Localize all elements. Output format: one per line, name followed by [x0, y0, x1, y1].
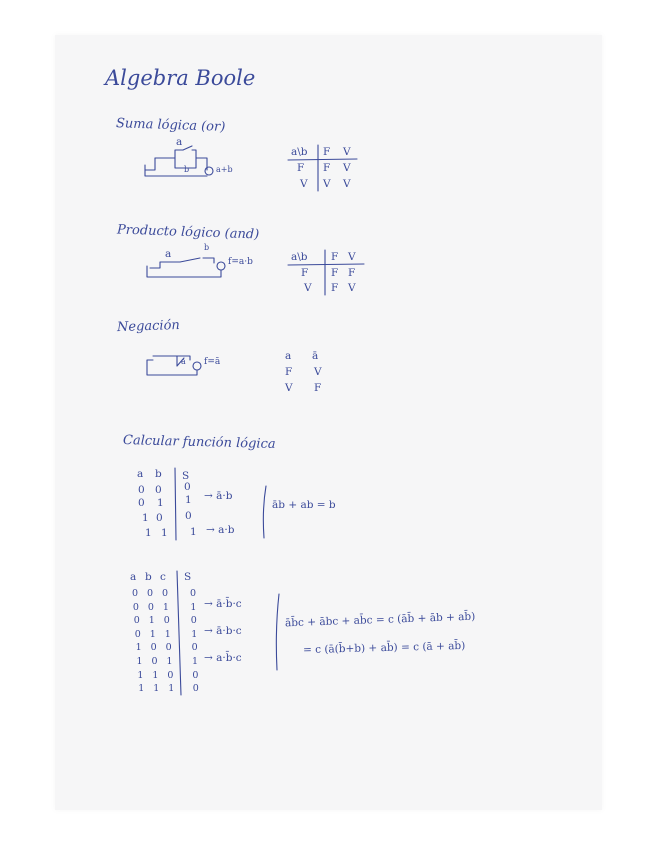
calc2-term1: → ā·b̄·c	[204, 598, 242, 610]
calc2-row4-col3: 1	[164, 628, 171, 640]
or-heading: Suma lógica (or)	[115, 116, 226, 135]
calc2-row2-col1: 0	[132, 601, 139, 613]
calc1-row4-a: 1	[145, 527, 152, 539]
not-circuit-label-a: a	[181, 357, 186, 366]
calc1-term1: → ā·b	[204, 490, 233, 502]
or-table-row2-head: V	[300, 178, 308, 190]
calc2-row7-col4: 0	[192, 669, 199, 681]
calc1-row1-a: 0	[138, 484, 145, 496]
calc-heading: Calcular función lógica	[122, 433, 276, 452]
not-heading: Negación	[116, 317, 181, 336]
calc2-row3-col3: 0	[163, 615, 170, 627]
not-table-row1-nota: V	[314, 366, 322, 378]
calc2-term3: → a·b̄·c	[204, 652, 242, 664]
calc2-row4-col1: 0	[134, 628, 141, 640]
calc2-row4-col2: 1	[149, 628, 156, 640]
calc1-header-b: b	[155, 468, 162, 480]
not-table-row1-a: F	[285, 366, 293, 378]
and-table-col-v: V	[348, 251, 356, 263]
calc2-row8-col1: 1	[138, 683, 145, 695]
calc1-row2-s: 1	[185, 494, 192, 506]
and-circuit-label-b: b	[204, 243, 210, 252]
calc2-row1-col2: 0	[147, 588, 154, 599]
calc2-row7-col1: 1	[137, 669, 144, 681]
calc1-term2: → a·b	[206, 524, 235, 536]
or-table-row1-c1: F	[323, 162, 331, 174]
calc1-row1-s: 0	[184, 481, 191, 493]
or-circuit-label-a: a	[176, 136, 183, 148]
or-table-col-f: F	[323, 146, 331, 158]
calc2-header-b: b	[145, 571, 152, 583]
calc2-row8-col2: 1	[153, 683, 160, 695]
calc2-header-c: c	[160, 571, 166, 583]
calc2-row3-col4: 0	[190, 615, 197, 627]
or-table-corner: a\b	[291, 146, 308, 158]
or-circuit-label-b: b	[184, 165, 190, 174]
calc2-row3-col1: 0	[133, 615, 140, 627]
and-table-row2-c2: V	[348, 282, 356, 294]
calc2-row1-col1: 0	[132, 588, 139, 599]
and-circuit-label-a: a	[165, 248, 172, 260]
calc2-row5-col2: 0	[150, 642, 157, 654]
calc2-header-s: S	[184, 571, 192, 583]
calc2-row3-col2: 1	[148, 615, 155, 627]
calc2-result-line1: āb̄c + ābc + ab̄c = c (āb̄ + āb + ab̄)	[284, 610, 476, 630]
or-table-col-v: V	[343, 146, 351, 158]
calc1-row2-b: 1	[157, 497, 164, 509]
calc1-header-a: a	[137, 468, 144, 480]
and-table-row1-c1: F	[331, 267, 339, 279]
page-title: Algebra Boole	[105, 66, 256, 90]
calc2-row8-col3: 1	[168, 683, 175, 695]
calc2-row2-col2: 0	[147, 601, 154, 613]
calc1-row3-s: 0	[185, 510, 192, 522]
calc2-row1-col3: 0	[162, 588, 169, 599]
calc2-row6-col3: 1	[166, 656, 173, 667]
and-heading: Producto lógico (and)	[116, 222, 260, 243]
or-table-row2-c2: V	[343, 178, 351, 190]
not-table-row2-nota: F	[314, 382, 322, 394]
not-table-row2-a: V	[285, 382, 293, 394]
calc2-row7-col3: 0	[167, 669, 174, 681]
and-table-col-f: F	[331, 251, 339, 263]
calc2-row1-col4: 0	[190, 588, 197, 599]
or-circuit-label-out: a+b	[216, 165, 233, 174]
calc1-row1-b: 0	[155, 484, 162, 496]
calc2-row5-col1: 1	[135, 642, 142, 654]
calc2-row8-col4: 0	[192, 683, 199, 695]
calc2-row6-col1: 1	[136, 656, 143, 667]
calc2-row2-col3: 1	[162, 601, 169, 613]
not-table-col-nota: ā	[312, 350, 319, 362]
calc1-row4-b: 1	[161, 527, 168, 539]
calc1-row3-b: 0	[156, 512, 163, 524]
calc2-row5-col4: 0	[191, 642, 198, 654]
calc1-header-s: S	[182, 470, 190, 482]
calc1-row4-s: 1	[190, 526, 197, 538]
or-table-row2-c1: V	[323, 178, 331, 190]
calc1-row3-a: 1	[142, 512, 149, 524]
or-table-row1-head: F	[297, 162, 305, 174]
not-table-col-a: a	[285, 350, 292, 362]
calc2-result-line2: = c (ā(b̄+b) + ab̄) = c (ā + ab̄)	[302, 639, 466, 657]
and-table-row2-c1: F	[331, 282, 339, 294]
calc2-row5-col3: 0	[165, 642, 172, 654]
calc2-row7-col2: 1	[152, 669, 159, 681]
calc2-row4-col4: 1	[191, 628, 198, 640]
calc2-term2: → ā·b·c	[204, 625, 242, 637]
calc1-row2-a: 0	[138, 497, 145, 509]
calc1-result: āb + ab = b	[272, 499, 336, 511]
and-table-row1-c2: F	[348, 267, 356, 279]
and-circuit-label-out: f=a·b	[228, 257, 253, 267]
calc2-header-a: a	[130, 571, 137, 583]
calc2-row6-col2: 0	[151, 656, 158, 667]
or-table-row1-c2: V	[343, 162, 351, 174]
and-table-corner: a\b	[291, 251, 308, 263]
and-table-row2-head: V	[304, 282, 312, 294]
calc2-row2-col4: 1	[190, 601, 197, 613]
and-table-row1-head: F	[301, 267, 309, 279]
calc2-row6-col4: 1	[192, 656, 199, 667]
not-circuit-label-out: f=ā	[204, 357, 221, 367]
